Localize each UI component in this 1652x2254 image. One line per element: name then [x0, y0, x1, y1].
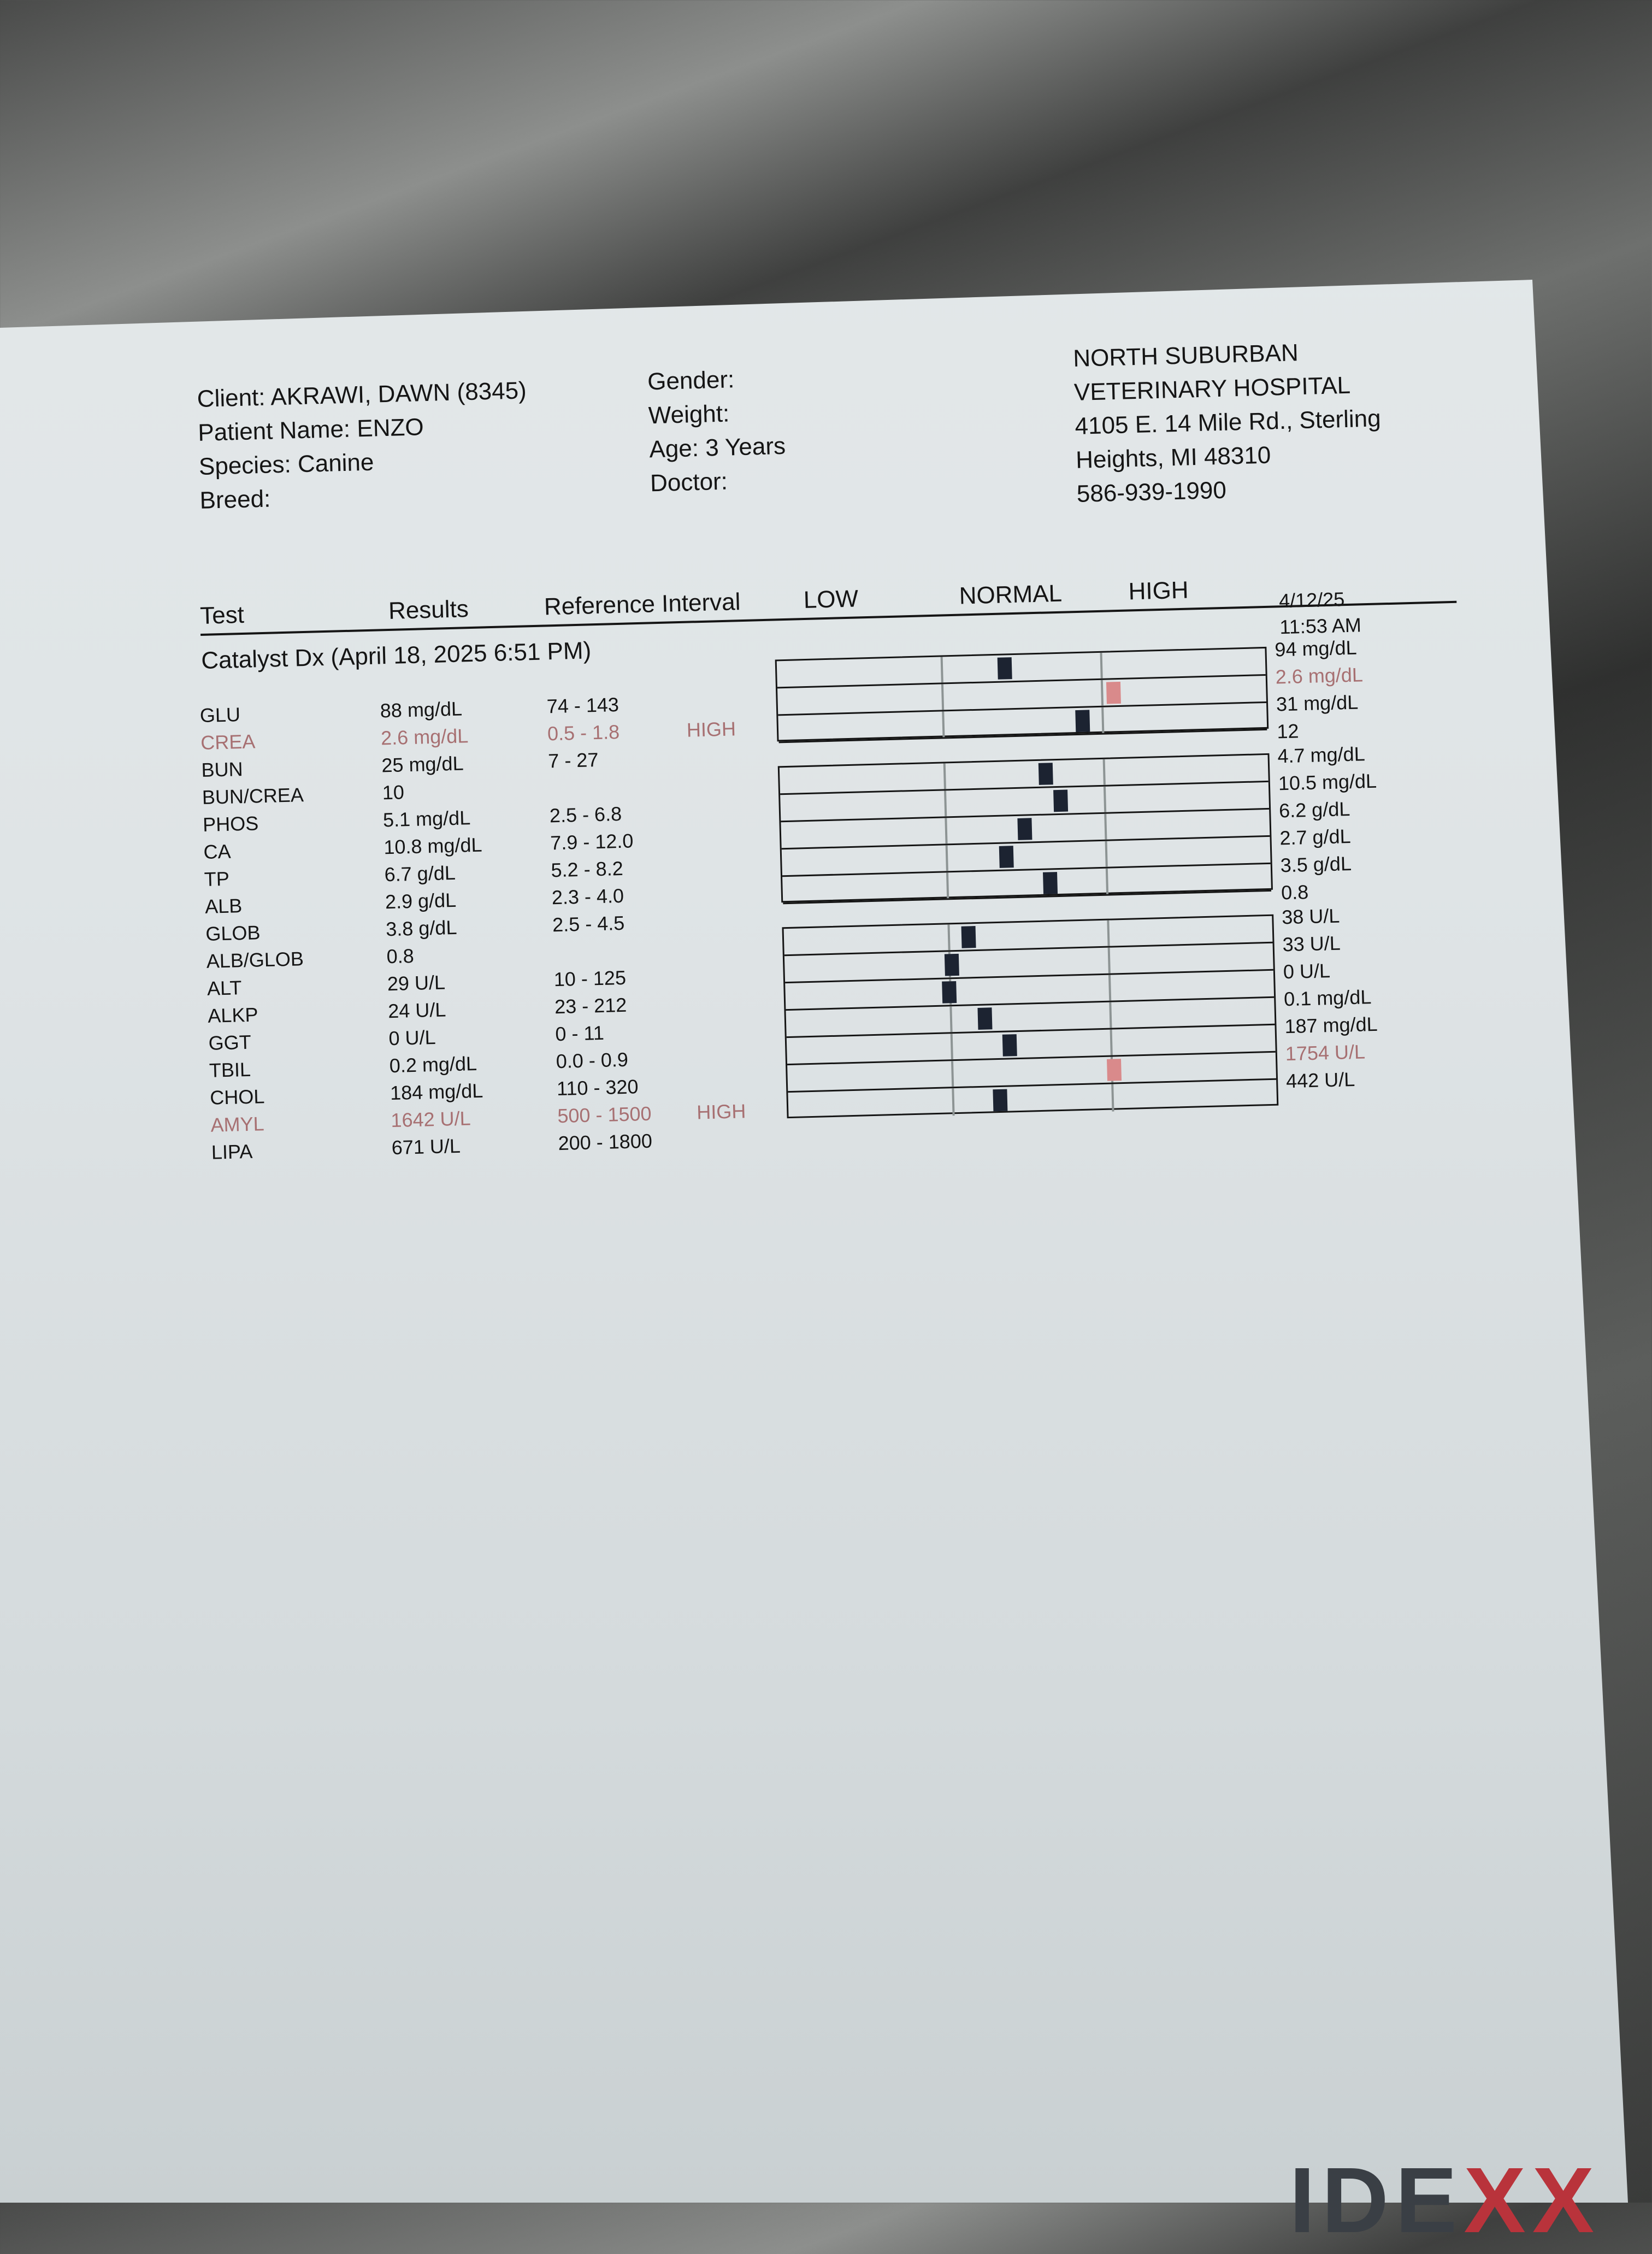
test-name: ALB/GLOB: [206, 947, 304, 972]
result-marker: [1039, 763, 1053, 785]
test-result: 2.9 g/dL: [385, 888, 457, 913]
history-group: [775, 636, 1364, 743]
breed-label: Breed:: [199, 485, 271, 514]
hospital-address-1: 4105 E. 14 Mile Rd., Sterling: [1075, 405, 1382, 440]
reference-interval: 0.0 - 0.9: [556, 1048, 629, 1073]
range-boundary-line: [1111, 1084, 1114, 1112]
result-marker: [945, 954, 959, 976]
test-result: 184 mg/dL: [390, 1079, 483, 1105]
previous-value: 38 U/L: [1281, 904, 1340, 929]
col-normal: NORMAL: [959, 580, 1063, 610]
result-marker: [1002, 1034, 1017, 1057]
result-marker: [978, 1007, 993, 1030]
test-result: 0 U/L: [388, 1025, 436, 1050]
range-boundary-line: [1110, 1030, 1113, 1055]
test-result: 29 U/L: [387, 971, 446, 995]
flag-label: HIGH: [696, 1100, 746, 1124]
reference-interval: 2.3 - 4.0: [551, 884, 624, 909]
hospital-name-2: VETERINARY HOSPITAL: [1073, 371, 1351, 406]
previous-value: 187 mg/dL: [1284, 1012, 1378, 1038]
test-result: 0.8: [386, 944, 415, 968]
range-boundary-line: [943, 763, 946, 789]
previous-value: 3.5 g/dL: [1280, 852, 1352, 877]
previous-time: 11:53 AM: [1279, 613, 1362, 639]
col-reference: Reference Interval: [544, 588, 741, 621]
test-result: 25 mg/dL: [381, 752, 464, 777]
range-boundary-line: [1103, 759, 1106, 785]
reference-interval: 10 - 125: [553, 966, 627, 991]
test-result: 2.6 mg/dL: [380, 724, 469, 750]
range-boundary-line: [1109, 1002, 1112, 1028]
test-name: TBIL: [209, 1058, 251, 1082]
test-result: 24 U/L: [387, 998, 446, 1023]
previous-run-datetime: [1279, 586, 1362, 640]
range-boundary-line: [1108, 948, 1111, 973]
range-boundary-line: [946, 872, 949, 898]
test-name: TP: [204, 867, 230, 890]
result-marker: [1017, 818, 1032, 840]
gender-label: Gender:: [647, 366, 735, 396]
previous-value: 442 U/L: [1285, 1067, 1355, 1093]
previous-value: 2.6 mg/dL: [1275, 663, 1364, 688]
result-marker: [942, 981, 957, 1004]
col-high: HIGH: [1128, 576, 1189, 605]
hospital-address-2: Heights, MI 48310: [1075, 441, 1271, 474]
range-boundary-line: [1101, 707, 1104, 733]
test-name: GLU: [199, 703, 241, 727]
hospital-info: [1073, 334, 1383, 511]
previous-value: 6.2 g/dL: [1278, 798, 1350, 822]
client-label: Client: AKRAWI, DAWN (8345): [197, 377, 527, 412]
range-boundary-line: [947, 924, 950, 950]
result-marker: [997, 657, 1012, 680]
patient-details: [647, 362, 787, 500]
range-boundary-line: [1100, 653, 1103, 678]
test-name: BUN/CREA: [202, 783, 304, 809]
reference-interval: 7.9 - 12.0: [550, 829, 634, 854]
result-marker: [1043, 872, 1058, 894]
previous-value: 2.7 g/dL: [1279, 824, 1352, 849]
col-test: Test: [199, 601, 245, 629]
doctor-label: Doctor:: [650, 468, 728, 497]
reference-interval: 5.2 - 8.2: [551, 857, 624, 882]
previous-value: 1754 U/L: [1285, 1040, 1366, 1065]
history-group: [778, 742, 1377, 904]
test-result: 671 U/L: [391, 1134, 461, 1159]
age-label: Age: 3 Years: [648, 432, 786, 463]
test-name: ALT: [206, 976, 242, 1000]
range-boundary-line: [1108, 975, 1111, 1001]
test-result: 1642 U/L: [390, 1107, 471, 1132]
test-result: 0.2 mg/dL: [389, 1052, 477, 1077]
range-boundary-line: [951, 1034, 953, 1059]
range-boundary-line: [1107, 921, 1110, 946]
range-boundary-line: [944, 790, 947, 816]
test-name: CREA: [200, 730, 256, 754]
range-boundary-line: [942, 711, 945, 737]
high-result-marker: [1107, 1059, 1122, 1081]
idexx-logo: [1289, 2147, 1601, 2254]
previous-value: 31 mg/dL: [1276, 691, 1359, 716]
range-boundary-line: [952, 1088, 954, 1116]
test-result: 88 mg/dL: [380, 697, 463, 722]
previous-value: 94 mg/dL: [1274, 636, 1358, 661]
result-marker: [961, 926, 976, 948]
reference-interval: 0.5 - 1.8: [547, 720, 620, 745]
history-group: [782, 904, 1378, 1118]
test-name: BUN: [201, 758, 244, 782]
range-boundary-line: [1105, 841, 1108, 867]
result-marker: [1053, 790, 1068, 812]
test-name: ALKP: [207, 1003, 258, 1027]
test-result: 3.8 g/dL: [385, 916, 457, 941]
flag-label: HIGH: [686, 717, 736, 741]
test-name: PHOS: [202, 812, 259, 836]
previous-value: 0.1 mg/dL: [1283, 986, 1372, 1011]
test-name: CHOL: [209, 1085, 265, 1109]
reference-interval: 7 - 27: [547, 748, 599, 772]
logo-text-1: IDE: [1289, 2149, 1464, 2252]
range-boundary-line: [941, 657, 943, 682]
patient-info: [197, 374, 529, 518]
weight-label: Weight:: [648, 400, 730, 429]
result-marker: [993, 1089, 1007, 1112]
reference-interval: 200 - 1800: [558, 1129, 653, 1155]
col-low: LOW: [803, 585, 859, 614]
reference-interval: 23 - 212: [554, 993, 627, 1018]
hospital-phone: 586-939-1990: [1076, 476, 1227, 508]
range-boundary-line: [1104, 787, 1106, 812]
reference-interval: 0 - 11: [554, 1021, 605, 1046]
range-boundary-line: [946, 845, 948, 871]
previous-date: 4/12/25: [1278, 588, 1345, 612]
logo-text-2: XX: [1464, 2149, 1601, 2252]
test-name: AMYL: [210, 1112, 265, 1136]
species-label: Species: Canine: [198, 449, 374, 480]
range-boundary-line: [1106, 869, 1108, 894]
reference-interval: 500 - 1500: [557, 1102, 652, 1128]
range-boundary-line: [951, 1061, 954, 1087]
test-name: CA: [203, 840, 232, 863]
previous-value: 33 U/L: [1282, 931, 1341, 956]
test-result: 5.1 mg/dL: [382, 806, 471, 831]
reference-interval: 2.5 - 6.8: [549, 802, 622, 827]
range-boundary-line: [1104, 814, 1107, 840]
range-boundary-line: [941, 684, 944, 710]
test-result: 6.7 g/dL: [384, 861, 456, 886]
range-boundary-line: [1101, 680, 1104, 706]
reference-interval: 110 - 320: [556, 1075, 639, 1100]
previous-value: 10.5 mg/dL: [1278, 769, 1377, 795]
previous-value: 12: [1276, 719, 1299, 743]
test-result: 10: [382, 781, 405, 804]
test-name: GGT: [208, 1030, 252, 1054]
col-results: Results: [388, 595, 469, 624]
test-name: ALB: [204, 894, 243, 918]
test-name: GLOB: [205, 921, 261, 945]
test-result: 10.8 mg/dL: [383, 833, 482, 859]
result-marker: [999, 846, 1014, 868]
previous-value: 0.8: [1281, 881, 1309, 904]
section-title: Catalyst Dx (April 18, 2025 6:51 PM): [200, 637, 592, 674]
result-marker: [1075, 710, 1090, 732]
range-boundary-line: [949, 1006, 952, 1032]
patient-name-label: Patient Name: ENZO: [197, 414, 424, 446]
high-result-marker: [1106, 682, 1121, 704]
previous-value: 0 U/L: [1283, 959, 1331, 983]
reference-interval: 74 - 143: [546, 693, 620, 718]
hospital-name-1: NORTH SUBURBAN: [1072, 339, 1299, 372]
range-boundary-line: [945, 818, 947, 843]
test-name: LIPA: [211, 1140, 253, 1164]
reference-interval: 2.5 - 4.5: [552, 911, 625, 936]
previous-value: 4.7 mg/dL: [1277, 742, 1366, 768]
